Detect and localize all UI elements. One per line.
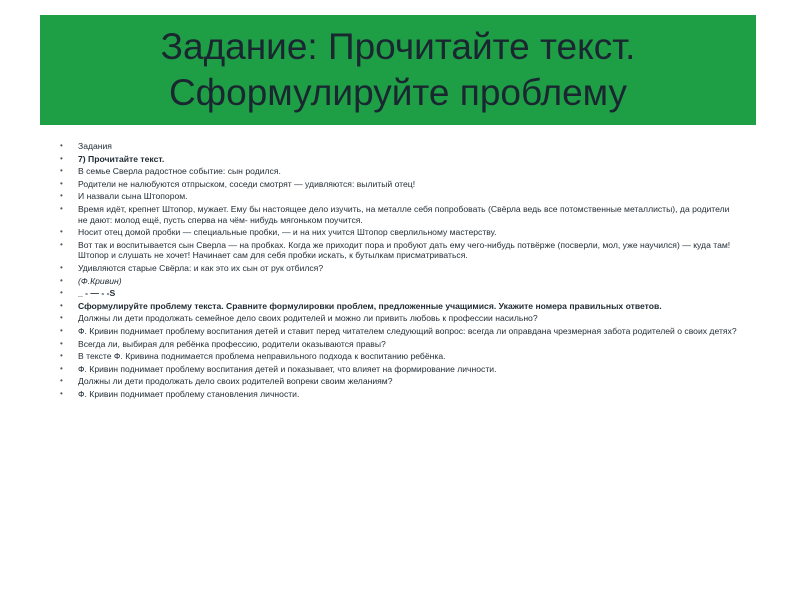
list-item-text: Носит отец домой пробки — специальные пробки, — и на них учится Штопор сверлильному мастерству.	[78, 227, 497, 238]
list-item	[60, 389, 740, 400]
list-item-text: Ф. Кривин поднимает проблему воспитания детей и ставит перед читателем следующий вопрос: всегда ли оправдана чрезмерная забота родителей о своих детях?	[78, 325, 737, 336]
list-item-text: Всегда ли, выбирая для ребёнка профессию, родители оказываются правы?	[78, 338, 386, 349]
bullet-icon: •	[60, 227, 63, 237]
list-item-text: Сформулируйте проблему текста. Сравните формулировки проблем, предложенные учащимися. Укажите номера правильных ответов.	[78, 300, 662, 311]
list-item	[60, 288, 740, 299]
bullet-icon: •	[60, 325, 63, 335]
bullet-icon: •	[60, 203, 63, 213]
list-item	[60, 263, 740, 274]
bullet-icon: •	[60, 178, 63, 188]
list-item	[60, 339, 740, 350]
list-item	[60, 351, 740, 362]
list-item	[60, 301, 740, 312]
list-item	[60, 313, 740, 324]
list-item	[60, 326, 740, 337]
list-item	[60, 227, 740, 238]
list-item-text: Задания	[78, 141, 112, 151]
bullet-icon: •	[60, 300, 63, 310]
list-item-text: Удивляются старые Свёрла: и как это их сын от рук отбился?	[78, 262, 324, 273]
title-bar	[40, 15, 756, 125]
list-item-text: И назвали сына Штопором.	[78, 191, 188, 202]
bullet-icon: •	[60, 388, 63, 398]
list-item-text: Должны ли дети продолжать дело своих родителей вопреки своим желаниям?	[78, 376, 393, 387]
bullet-icon: •	[60, 275, 63, 285]
list-item-text: Ф. Кривин поднимает проблему воспитания детей и показывает, что влияет на формирование личности.	[78, 363, 497, 374]
list-item	[60, 191, 740, 202]
list-item	[60, 376, 740, 387]
list-item-text: В семье Сверла радостное событие: сын родился.	[78, 166, 281, 177]
list-item-text: Должны ли дети продолжать семейное дело своих родителей и можно ли привить любовь к профессии насильно?	[78, 313, 538, 324]
list-item	[60, 240, 740, 261]
bullet-icon: •	[60, 166, 63, 176]
bullet-icon: •	[60, 313, 63, 323]
slide-title: Задание: Прочитайте текст. Сформулируйте проблему	[160, 26, 636, 113]
list-item-text: Родители не налюбуются отпрыском, соседи смотрят — удивляются: вылитый отец!	[78, 178, 416, 189]
list-item	[60, 276, 740, 287]
bullet-icon: •	[60, 141, 63, 150]
bullet-icon: •	[60, 338, 63, 348]
list-item-text: Ф. Кривин поднимает проблему становления личности.	[78, 388, 300, 399]
bullet-icon: •	[60, 153, 63, 163]
list-item-text: 7) Прочитайте текст.	[78, 153, 165, 164]
list-item-text: (Ф.Кривин)	[78, 275, 122, 286]
list-item	[60, 204, 740, 225]
list-item	[60, 364, 740, 375]
bullet-icon: •	[60, 351, 63, 361]
bullet-icon: •	[60, 262, 63, 272]
list-item	[60, 154, 740, 165]
list-item-text: Вот так и воспитывается сын Сверла — на пробках. Когда же приходит пора и пробуют дать ему чего-нибудь потвёрже (посверли, мол, уже научился) — куда там! Штопор и слушать не хочет! Начинает сам для себя пробки искать, к бутылкам присматриваться.	[78, 239, 731, 261]
content-list	[60, 141, 740, 401]
list-item	[60, 141, 740, 152]
bullet-icon: •	[60, 376, 63, 386]
bullet-icon: •	[60, 288, 63, 298]
list-item-text: В тексте Ф. Кривина поднимается проблема неправильного подхода к воспитанию ребёнка.	[78, 351, 446, 362]
list-item	[60, 166, 740, 177]
list-item	[60, 179, 740, 190]
bullet-icon: •	[60, 191, 63, 201]
bullet-icon: •	[60, 239, 63, 249]
list-item-text: Время идёт, крепнет Штопор, мужает. Ему бы настоящее дело изучить, на металле себя попробовать (Свёрла ведь все потомственные металлисты), да родители не дают: молод ещё, пусть сперва на чём- нибудь мягоньком поучится.	[78, 203, 730, 225]
bullet-icon: •	[60, 363, 63, 373]
list-item-text: _ - — - -S	[78, 288, 116, 299]
